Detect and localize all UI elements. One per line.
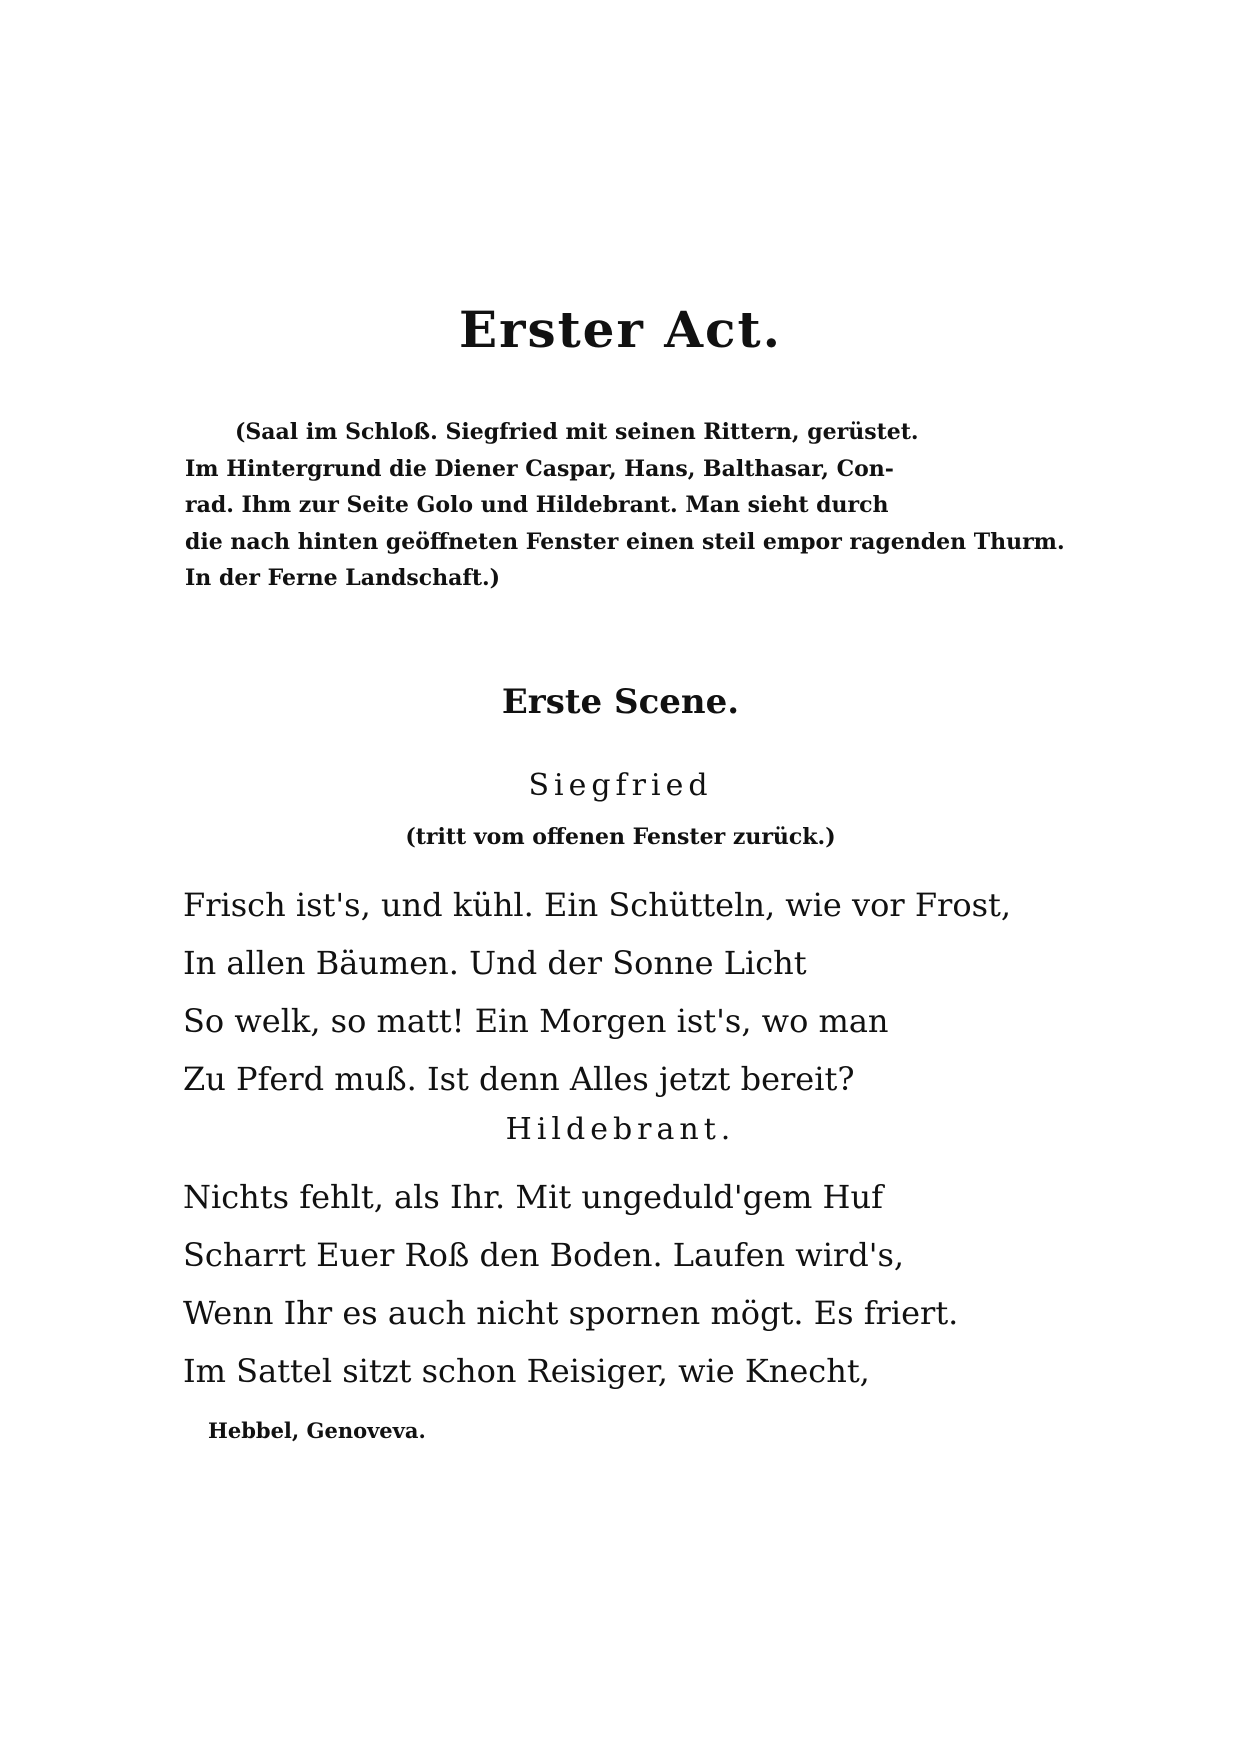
verse-line: Scharrt Euer Roß den Boden. Laufen wird's, [183,1236,905,1274]
verse-line: Nichts fehlt, als Ihr. Mit ungeduld'gem Huf [183,1178,883,1216]
verse-block-hildebrant [183,1168,1083,1400]
verse-line: Zu Pferd muß. Ist denn Alles jetzt bereit? [183,1060,855,1098]
stage-direction [185,414,1065,597]
verse-line: Wenn Ihr es auch nicht spornen mögt. Es friert. [183,1294,959,1332]
verse-line: So welk, so matt! Ein Morgen ist's, wo man [183,1002,889,1040]
stage-direction-line: die nach hinten geöffneten Fenster einen steil empor ragenden Thurm. [185,528,1065,555]
verse-block-siegfried [183,876,1083,1108]
stage-direction-line: Im Hintergrund die Diener Caspar, Hans, Balthasar, Con- [185,455,894,482]
verse-line: In allen Bäumen. Und der Sonne Licht [183,944,807,982]
act-title: Erster Act. [458,300,782,359]
page-footer: Hebbel, Genoveva. [208,1418,426,1443]
speaker-name-hildebrant: Hildebrant. [505,1112,736,1147]
stage-direction-line: In der Ferne Landschaft.) [185,565,501,591]
stage-direction-line: rad. Ihm zur Seite Golo und Hildebrant. Man sieht durch [185,492,889,518]
speaker-name-siegfried: Siegfried [528,768,713,803]
speaker-stage-direction: (tritt vom offenen Fenster zurück.) [405,824,836,850]
scene-title: Erste Scene. [501,682,740,722]
verse-line: Im Sattel sitzt schon Reisiger, wie Knecht, [183,1352,870,1390]
stage-direction-line: (Saal im Schloß. Siegfried mit seinen Rittern, gerüstet. [235,419,919,445]
verse-line: Frisch ist's, und kühl. Ein Schütteln, wie vor Frost, [183,886,1012,924]
